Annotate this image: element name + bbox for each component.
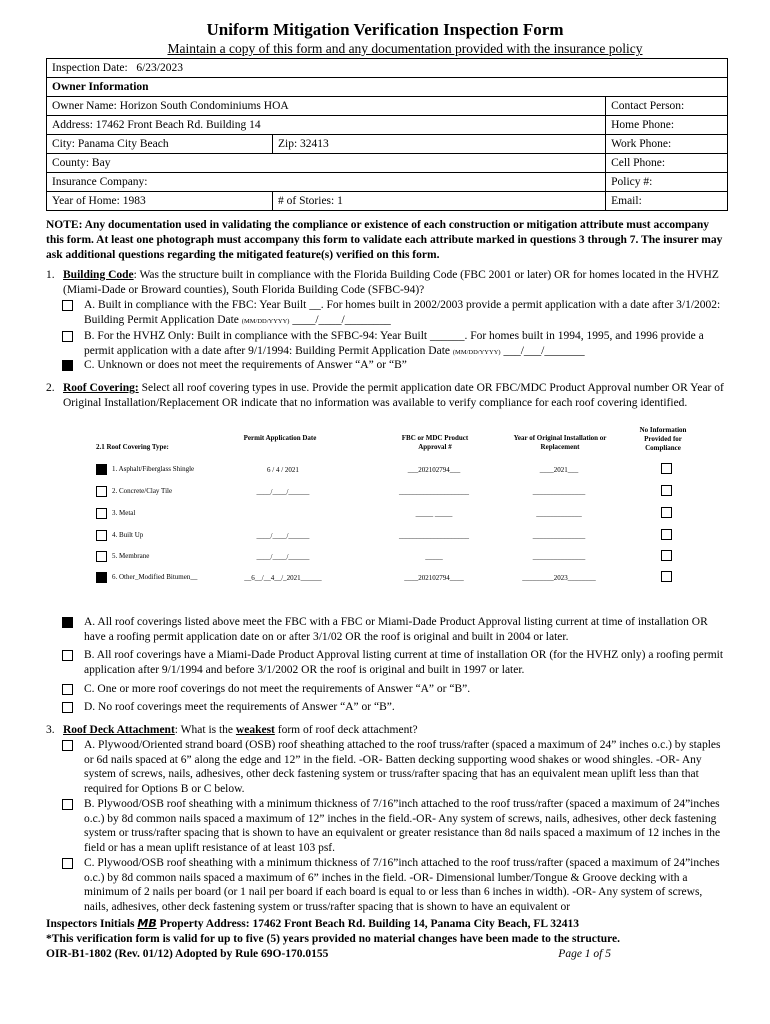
roof-row-asphalt-label: 1. Asphalt/Fiberglass Shingle bbox=[112, 465, 195, 473]
policy-number-field[interactable]: Policy #: bbox=[606, 173, 728, 192]
roof-row-metal-label: 3. Metal bbox=[112, 509, 136, 517]
roof-row-asphalt-noinfo-checkbox[interactable] bbox=[661, 463, 672, 474]
q2-option-a bbox=[62, 615, 728, 644]
inspection-date-label: Inspection Date: bbox=[52, 62, 128, 74]
roof-row-asphalt-permit[interactable]: 6 / 4 / 2021 bbox=[267, 466, 299, 474]
q3-option-a-checkbox[interactable] bbox=[62, 740, 73, 751]
question-1-title: Building Code bbox=[63, 269, 134, 281]
roof-row-other bbox=[96, 571, 706, 587]
question-3-text-a: : What is the bbox=[174, 724, 236, 736]
footer-property-address: Property Address: 17462 Front Beach Rd. Building 14, Panama City Beach, FL 32413 bbox=[156, 918, 580, 930]
contact-person-field[interactable]: Contact Person: bbox=[606, 97, 728, 116]
q1-option-b-checkbox[interactable] bbox=[62, 331, 73, 342]
inspection-date-cell bbox=[47, 59, 728, 78]
roof-row-tile bbox=[96, 485, 706, 501]
roof-row-tile-checkbox[interactable] bbox=[96, 486, 107, 497]
no-info-header: No Information Provided for Compliance bbox=[639, 426, 687, 452]
address-field[interactable]: Address: 17462 Front Beach Rd. Building 14 bbox=[47, 116, 606, 135]
q1-option-b bbox=[62, 329, 728, 360]
q1-option-a-text: A. Built in compliance with the FBC: Year Built __. For homes built in 2002/2003 provide a permit application with a date after 3/1/2002: Building Permit Application Date bbox=[84, 299, 721, 326]
question-3-title: Roof Deck Attachment bbox=[63, 724, 175, 736]
q1-option-c-checkbox[interactable] bbox=[62, 360, 73, 371]
work-phone-field[interactable]: Work Phone: bbox=[606, 135, 728, 154]
q2-option-b-checkbox[interactable] bbox=[62, 650, 73, 661]
roof-row-metal-noinfo-checkbox[interactable] bbox=[661, 507, 672, 518]
roof-row-membrane-permit[interactable]: ____/____/______ bbox=[256, 553, 310, 561]
roof-row-built-up-permit[interactable]: ____/____/______ bbox=[256, 532, 310, 540]
q3-option-b-text: B. Plywood/OSB roof sheathing with a minimum thickness of 7/16”inch attached to the roof truss/rafter (spaced a maximum of 24”inches o.c.) by 8d common nails spaced a maximum of 12” inches in the field.-OR- Any system of screws, nails, adhesives, other deck fastening system or truss/rafter spacing that is shown to have an equivalent or greater resistance than 8d nails spaced a maximum of 12 inches in the field or has a mean uplift resistance of at least 103 psf. bbox=[84, 798, 721, 854]
email-field[interactable]: Email: bbox=[606, 192, 728, 211]
form-title: Uniform Mitigation Verification Inspection Form bbox=[206, 20, 564, 39]
permit-date-header: Permit Application Date bbox=[243, 434, 317, 442]
roof-row-other-noinfo-checkbox[interactable] bbox=[661, 571, 672, 582]
q3-option-c-checkbox[interactable] bbox=[62, 858, 73, 869]
footer-property-line bbox=[46, 916, 728, 932]
roof-row-tile-year[interactable]: _______________ bbox=[532, 488, 586, 496]
question-1-text: : Was the structure built in compliance with the Florida Building Code (FBC 2001 or later) OR for homes located in the HVHZ (Miami-Dade or Broward counties), South Florida Building Code (SFBC-94)? bbox=[63, 269, 719, 296]
roof-row-membrane bbox=[96, 550, 706, 566]
roof-row-tile-approval[interactable]: ____________________ bbox=[399, 488, 469, 496]
q1-option-a-checkbox[interactable] bbox=[62, 300, 73, 311]
roof-row-built-up-label: 4. Built Up bbox=[112, 531, 144, 539]
q1-option-a bbox=[62, 298, 728, 329]
inspector-initials-signature[interactable]: MB bbox=[137, 917, 157, 930]
roof-row-metal-year[interactable]: _____________ bbox=[536, 510, 582, 518]
roof-row-built-up-noinfo-checkbox[interactable] bbox=[661, 529, 672, 540]
roof-row-other-year[interactable]: _________2023________ bbox=[522, 574, 596, 582]
documentation-note: NOTE: Any documentation used in validating the compliance or existence of each construction or mitigation attribute must accompany this form. At least one photograph must accompany this form to validate each attribute marked in questions 3 through 7. The insurer may ask additional questions regarding the mitigated feature(s) verified on this form. bbox=[46, 219, 723, 261]
roof-row-membrane-noinfo-checkbox[interactable] bbox=[661, 550, 672, 561]
q3-option-b bbox=[62, 797, 728, 855]
roof-row-asphalt-approval[interactable]: ___202102794___ bbox=[407, 466, 461, 474]
question-3-weakest: weakest bbox=[235, 724, 275, 736]
roof-row-metal-checkbox[interactable] bbox=[96, 508, 107, 519]
question-2-number: 2. bbox=[46, 382, 55, 394]
roof-row-membrane-label: 5. Membrane bbox=[112, 552, 150, 560]
roof-row-asphalt-year[interactable]: ____2021___ bbox=[539, 466, 579, 474]
q2-option-d-text: D. No roof coverings meet the requirements of Answer “A” or “B”. bbox=[84, 701, 395, 713]
city-field[interactable]: City: Panama City Beach bbox=[47, 135, 273, 154]
roof-row-other-checkbox[interactable] bbox=[96, 572, 107, 583]
q1-option-b-date[interactable]: ___/___/_______ bbox=[500, 344, 585, 357]
year-installed-header: Year of Original Installation or Replacement bbox=[513, 434, 607, 451]
q1-option-c-text: C. Unknown or does not meet the requirements of Answer “A” or “B” bbox=[84, 359, 407, 371]
question-3-number: 3. bbox=[46, 724, 55, 736]
q2-option-c-text: C. One or more roof coverings do not meet the requirements of Answer “A” or “B”. bbox=[84, 683, 471, 695]
roof-row-asphalt bbox=[96, 463, 706, 479]
roof-row-built-up-year[interactable]: _______________ bbox=[532, 532, 586, 540]
county-field[interactable]: County: Bay bbox=[47, 154, 606, 173]
question-2 bbox=[46, 381, 728, 410]
roof-row-built-up-checkbox[interactable] bbox=[96, 530, 107, 541]
footer-form-id-line bbox=[46, 947, 728, 962]
q3-option-a-text: A. Plywood/Oriented strand board (OSB) roof sheathing attached to the roof truss/rafter (spaced a maximum of 24” inches o.c.) by staples or 6d nails spaced at 6” along the edge and 12” in the field. -OR- Batten decking supporting wood shakes or wood shingles. -OR- Any system of screws, nails, adhesives, other deck fastening system or truss/rafter spacing that has an equivalent mean uplift less than that required for Options B or C below. bbox=[84, 739, 721, 795]
product-approval-header: FBC or MDC Product Approval # bbox=[401, 434, 469, 451]
q2-option-d bbox=[62, 700, 728, 715]
roof-row-metal bbox=[96, 507, 706, 523]
roof-row-tile-label: 2. Concrete/Clay Tile bbox=[112, 487, 173, 495]
zip-field[interactable]: Zip: 32413 bbox=[273, 135, 606, 154]
q2-option-c-checkbox[interactable] bbox=[62, 684, 73, 695]
q1-option-a-date[interactable]: ____/____/________ bbox=[289, 313, 391, 326]
q2-option-b bbox=[62, 648, 728, 677]
roof-row-asphalt-checkbox[interactable] bbox=[96, 464, 107, 475]
q3-option-c-text: C. Plywood/OSB roof sheathing with a minimum thickness of 7/16”inch attached to the roof truss/rafter (spaced a maximum of 24”inches o.c.) by 8d common nails spaced a maximum of 6” inches in the field. -OR- Dimensional lumber/Tongue & Groove decking with a minimum of 2 nails per board (or 1 nail per board if each board is equal to or less than 6 inches in width). -OR- Any system of screws, nails, adhesives, other deck fastening system or truss/rafter spacing that is shown to have an equivalent or bbox=[84, 857, 720, 913]
roof-row-other-permit[interactable]: __6__/__4__/_2021______ bbox=[244, 574, 322, 582]
question-3-text-b: form of roof deck attachment? bbox=[274, 724, 418, 736]
roof-row-membrane-approval[interactable]: _____ bbox=[425, 553, 443, 561]
owner-name-field[interactable]: Owner Name: Horizon South Condominiums HOA bbox=[47, 97, 606, 116]
inspector-initials-label: Inspectors Initials bbox=[46, 918, 138, 930]
roof-type-header: 2.1 Roof Covering Type: bbox=[96, 443, 169, 451]
q1-option-a-format: (MM/DD/YYYY) bbox=[241, 317, 290, 325]
q2-option-b-text: B. All roof coverings have a Miami-Dade Product Approval listing current at time of installation OR (for the HVHZ only) a roofing permit application after 9/1/1994 and before 3/1/2002 OR the roof is original and built in 1997 or later. bbox=[84, 649, 724, 676]
q3-option-a bbox=[62, 738, 728, 796]
question-2-title: Roof Covering: bbox=[63, 382, 139, 394]
roof-row-other-label: 6. Other_Modified Bitumen__ bbox=[112, 573, 198, 581]
footer-form-id: OIR-B1-1802 (Rev. 01/12) Adopted by Rule 69O-170.0155 bbox=[46, 948, 329, 960]
year-of-home-field[interactable]: Year of Home: 1983 bbox=[47, 192, 273, 211]
owner-section-title: Owner Information bbox=[47, 78, 728, 97]
roof-row-built-up bbox=[96, 529, 706, 545]
q1-option-b-text: B. For the HVHZ Only: Built in compliance with the SFBC-94: Year Built ______. For homes built in 1994, 1995, and 1996 provide a permit application with a date after 9/1/1994: Building Permit Application Date bbox=[84, 330, 704, 357]
q2-option-a-text: A. All roof coverings listed above meet the FBC with a FBC or Miami-Dade Product Approval listing current at time of installation OR have a roofing permit application date on or after 3/1/02 OR the roof is original and built in 2004 or later. bbox=[84, 616, 708, 643]
footer-validity: *This verification form is valid for up to five (5) years provided no material changes have been made to the structure. bbox=[46, 933, 620, 945]
roof-row-tile-noinfo-checkbox[interactable] bbox=[661, 485, 672, 496]
roof-row-built-up-approval[interactable]: ____________________ bbox=[399, 532, 469, 540]
inspection-date-value[interactable]: 6/23/2023 bbox=[136, 62, 183, 74]
roof-row-metal-approval[interactable]: _____ _____ bbox=[415, 510, 453, 518]
page-number: Page 1 of 5 bbox=[558, 948, 611, 960]
cell-phone-field[interactable]: Cell Phone: bbox=[606, 154, 728, 173]
question-1-number: 1. bbox=[46, 269, 55, 281]
home-phone-field[interactable]: Home Phone: bbox=[606, 116, 728, 135]
roof-row-membrane-checkbox[interactable] bbox=[96, 551, 107, 562]
q1-option-b-format: (MM/DD/YYYY) bbox=[452, 348, 501, 356]
owner-information-table bbox=[46, 58, 728, 211]
q1-option-c bbox=[62, 358, 728, 373]
question-1 bbox=[46, 268, 728, 297]
q3-option-b-checkbox[interactable] bbox=[62, 799, 73, 810]
form-subtitle: Maintain a copy of this form and any documentation provided with the insurance policy bbox=[167, 41, 643, 56]
q2-option-a-checkbox[interactable] bbox=[62, 617, 73, 628]
stories-field[interactable]: # of Stories: 1 bbox=[273, 192, 606, 211]
q2-option-d-checkbox[interactable] bbox=[62, 702, 73, 713]
roof-row-membrane-year[interactable]: _______________ bbox=[532, 553, 586, 561]
roof-row-tile-permit[interactable]: ____/____/______ bbox=[256, 488, 310, 496]
question-3 bbox=[46, 723, 728, 738]
q2-option-c bbox=[62, 682, 728, 697]
question-2-text: Select all roof covering types in use. Provide the permit application date OR FBC/MDC Product Approval number OR Year of Original Installation/Replacement OR indicate that no information was available to verify compliance for each roof covering identified. bbox=[63, 382, 724, 409]
insurance-company-field[interactable]: Insurance Company: bbox=[47, 173, 606, 192]
q3-option-c bbox=[62, 856, 728, 914]
roof-row-other-approval[interactable]: ____202102794____ bbox=[404, 574, 464, 582]
